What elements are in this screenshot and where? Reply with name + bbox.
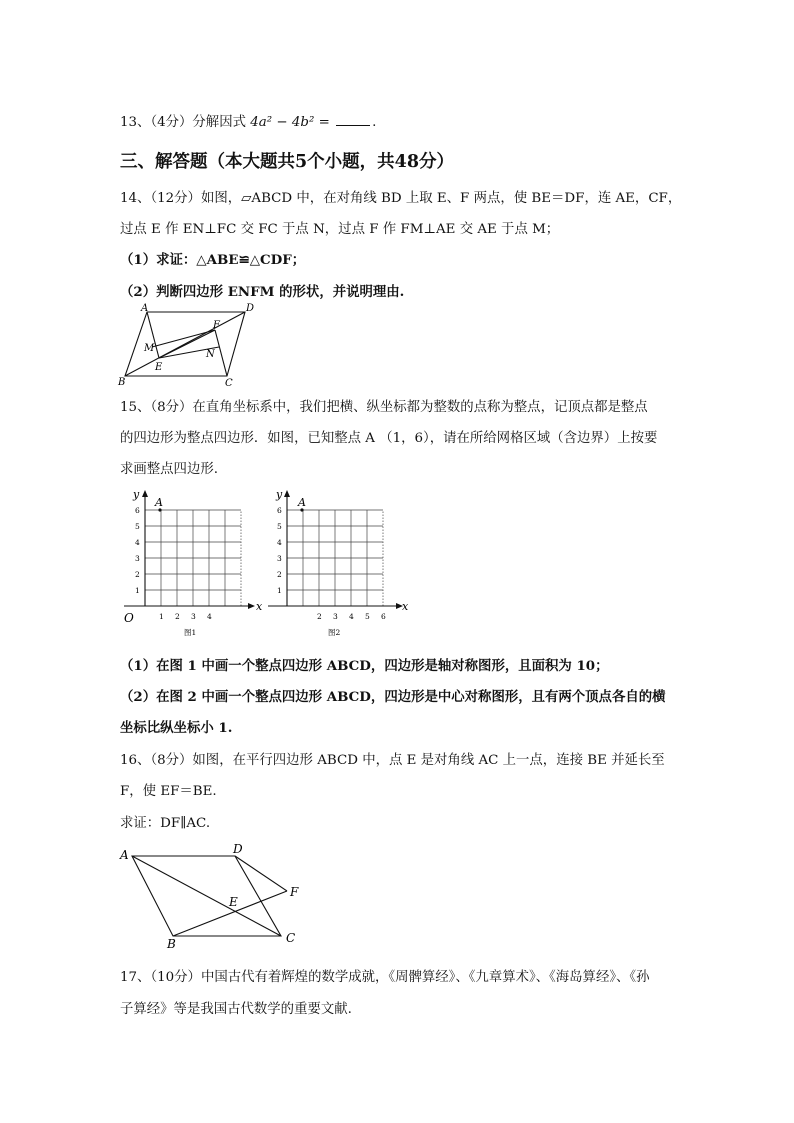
y-tick-label: 3 (135, 554, 140, 563)
label-D: D (233, 842, 243, 856)
q14-line2: 过点 E 作 EN⊥FC 交 FC 于点 N，过点 F 作 FM⊥AE 交 AE 于点 M； (120, 222, 560, 237)
q14-figure (115, 300, 260, 388)
point-A-label: A (155, 496, 163, 509)
x-tick-label: 5 (365, 612, 370, 621)
q15-part2: （2）在图 2 中画一个整点四边形 ABCD，四边形是中心对称图形，且有两个顶点各自的横 (120, 689, 666, 705)
q16-figure (115, 838, 315, 950)
x-tick-label: 6 (381, 612, 386, 621)
label-M: M (144, 343, 155, 354)
q15-line3: 求画整点四边形. (120, 462, 218, 477)
x-tick-label: 2 (317, 612, 322, 621)
point-A-label: A (298, 496, 306, 509)
label-A: A (141, 303, 149, 314)
q13-expression: 4a² − 4b² = (250, 115, 330, 130)
q13-tail: . (372, 115, 377, 130)
q15-part1: （1）在图 1 中画一个整点四边形 ABCD，四边形是轴对称图形，且面积为 10； (120, 658, 609, 674)
label-E: E (155, 362, 163, 373)
q16-line2: F，使 EF＝BE. (120, 784, 217, 799)
y-tick-label: 1 (135, 586, 140, 595)
q14-line1: 14、（12分）如图，▱ABCD 中，在对角线 BD 上取 E、F 两点，使 BE＝DF，连 AE，CF， (120, 191, 682, 206)
x-axis-label: x (256, 600, 263, 613)
q15-line2: 的四边形为整点四边形．如图，已知整点 A （1，6），请在所给网格区域（含边界）上按要 (120, 431, 658, 446)
label-B: B (167, 937, 176, 950)
label-C: C (225, 378, 233, 388)
q16-line1: 16、（8分）如图，在平行四边形 ABCD 中，点 E 是对角线 AC 上一点，连接 BE 并延长至 (120, 753, 665, 768)
x-axis-label: x (402, 600, 409, 613)
q15-line1: 15、（8分）在直角坐标系中，我们把横、纵坐标都为整数的点称为整点，记顶点都是整点 (120, 400, 648, 415)
y-tick-label: 4 (277, 538, 282, 547)
x-tick-label: 3 (333, 612, 338, 621)
label-C: C (286, 931, 296, 945)
q14-part1: （1）求证：△ABE≌△CDF； (120, 252, 306, 268)
y-axis-label: y (276, 488, 283, 501)
y-tick-label: 1 (277, 586, 282, 595)
label-A: A (120, 848, 129, 862)
label-N: N (206, 349, 215, 360)
y-tick-label: 6 (277, 506, 282, 515)
origin-label: O (124, 611, 134, 625)
answer-blank[interactable] (336, 114, 370, 126)
x-tick-label: 3 (191, 612, 196, 621)
y-tick-label: 6 (135, 506, 140, 515)
y-tick-label: 5 (277, 522, 282, 531)
figure1-caption: 图1 (184, 628, 197, 637)
label-E: E (229, 895, 238, 909)
q17-line1: 17、（10分）中国古代有着辉煌的数学成就，《周髀算经》、《九章算术》、《海岛算经》、《孙 (120, 970, 650, 985)
x-tick-label: 4 (349, 612, 354, 621)
label-B: B (118, 377, 126, 388)
figure2-caption: 图2 (328, 628, 341, 637)
x-tick-label: 2 (175, 612, 180, 621)
q15-figure2-grid (262, 488, 412, 640)
y-tick-label: 2 (277, 570, 282, 579)
y-tick-label: 5 (135, 522, 140, 531)
x-tick-label: 1 (159, 612, 164, 621)
q16-line3: 求证：DF∥AC. (120, 816, 211, 831)
label-F: F (290, 885, 299, 899)
q14-part2: （2）判断四边形 ENFM 的形状，并说明理由. (120, 284, 405, 300)
q15-figure1-grid (118, 488, 268, 640)
q13-text (120, 111, 376, 130)
q13-head: 13、（4分）分解因式 (120, 115, 246, 130)
label-F: F (213, 320, 220, 331)
q15-part2-cont: 坐标比纵坐标小 1. (120, 720, 233, 736)
label-D: D (246, 303, 255, 314)
y-tick-label: 2 (135, 570, 140, 579)
y-tick-label: 3 (277, 554, 282, 563)
y-axis-label: y (133, 488, 140, 501)
section-heading: 三、解答题（本大题共5个小题，共48分） (120, 152, 455, 172)
x-tick-label: 4 (207, 612, 212, 621)
q17-line2: 子算经》等是我国古代数学的重要文献. (120, 1002, 352, 1017)
y-tick-label: 4 (135, 538, 140, 547)
